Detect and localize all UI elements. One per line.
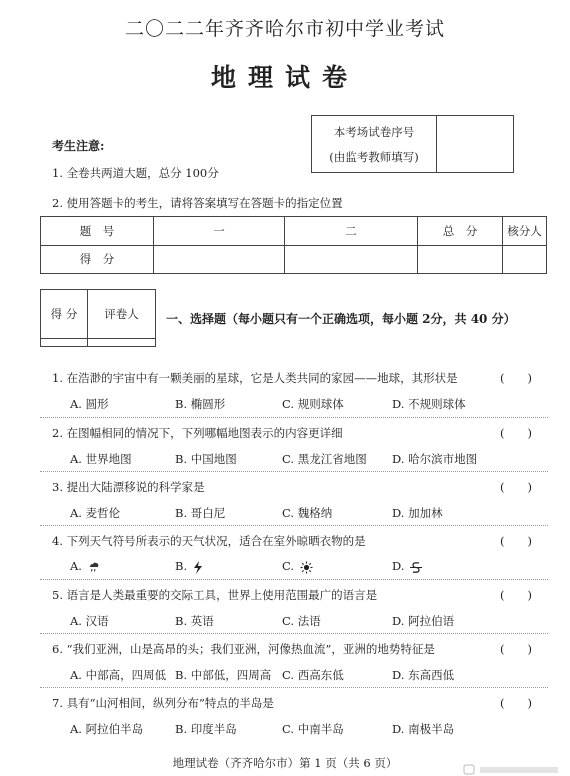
score-cell-part-2[interactable] xyxy=(285,245,418,274)
score-header-part-2: 二 xyxy=(285,217,418,246)
option-a: A. 圆形 xyxy=(70,397,109,411)
section-title: 一、选择题（每小题只有一个正确选项，每小题 2分，共 40 分） xyxy=(166,312,516,326)
option-d: D. 加加林 xyxy=(392,506,443,520)
option-c xyxy=(282,559,313,574)
lightning-icon xyxy=(193,561,203,574)
option-b: B. 英语 xyxy=(175,614,214,628)
score-cell-part-1[interactable] xyxy=(154,245,285,274)
answer-paren[interactable]: ( ) xyxy=(500,480,532,494)
sun-icon xyxy=(300,561,313,574)
score-table-header-row xyxy=(41,217,547,246)
score-header-checker: 核分人 xyxy=(503,217,547,246)
question-stem: 3. 提出大陆漂移说的科学家是 xyxy=(52,480,205,494)
rain-cloud-icon xyxy=(88,561,100,573)
score-header-total: 总 分 xyxy=(418,217,503,246)
question-stem: 1. 在浩渺的宇宙中有一颗美丽的星球，它是人类共同的家园——地球，其形状是 xyxy=(52,371,458,385)
question-divider xyxy=(40,471,548,472)
option-b xyxy=(175,559,203,574)
answer-paren[interactable]: ( ) xyxy=(500,696,532,710)
option-a: A. 中部高，四周低 xyxy=(70,668,167,682)
option-b: B. 中部低，四周高 xyxy=(175,668,272,682)
option-c: C. 规则球体 xyxy=(282,397,344,411)
score-header-part-1: 一 xyxy=(154,217,285,246)
score-row-label: 得 分 xyxy=(41,245,154,274)
grader-table xyxy=(40,289,156,347)
sandstorm-icon xyxy=(410,561,422,574)
serial-number-label xyxy=(312,116,437,172)
option-d: D. 阿拉伯语 xyxy=(392,614,455,628)
option-b: B. 中国地图 xyxy=(175,452,237,466)
option-d: D. 南极半岛 xyxy=(392,722,455,736)
question-divider xyxy=(40,417,548,418)
serial-number-field[interactable] xyxy=(437,116,513,172)
option-d-label: D. xyxy=(392,559,405,573)
question-divider xyxy=(40,633,548,634)
grader-entry-row xyxy=(41,339,156,347)
exam-subject-title: 地理试卷 xyxy=(210,63,359,92)
option-a: A. 世界地图 xyxy=(70,452,132,466)
answer-paren[interactable]: ( ) xyxy=(500,642,532,656)
option-d: D. 哈尔滨市地图 xyxy=(392,452,478,466)
option-a xyxy=(70,559,100,573)
grader-name-cell[interactable] xyxy=(88,339,156,347)
question-divider xyxy=(40,579,548,580)
option-c: C. 中南半岛 xyxy=(282,722,344,736)
question-divider xyxy=(40,525,548,526)
grader-header-score: 得 分 xyxy=(41,290,88,339)
answer-paren[interactable]: ( ) xyxy=(500,588,532,602)
grader-header-row xyxy=(41,290,156,339)
score-header-question-no: 题 号 xyxy=(41,217,154,246)
option-c: C. 魏格纳 xyxy=(282,506,333,520)
score-cell-total[interactable] xyxy=(418,245,503,274)
watermark-logo xyxy=(462,762,562,776)
option-c-label: C. xyxy=(282,559,295,573)
serial-number-label-line1: 本考场试卷序号 xyxy=(333,124,415,139)
notice-title: 考生注意: xyxy=(52,139,105,153)
option-a: A. 麦哲伦 xyxy=(70,506,121,520)
serial-number-box xyxy=(311,115,514,173)
notice-item: 1. 全卷共两道大题，总分 100分 xyxy=(52,166,219,180)
question-stem: 5. 语言是人类最重要的交际工具，世界上使用范围最广的语言是 xyxy=(52,588,378,602)
page-footer: 地理试卷（齐齐哈尔市）第 1 页（共 6 页） xyxy=(172,756,398,770)
option-a: A. 阿拉伯半岛 xyxy=(70,722,144,736)
option-c: C. 法语 xyxy=(282,614,321,628)
option-c: C. 黑龙江省地图 xyxy=(282,452,367,466)
option-a: A. 汉语 xyxy=(70,614,109,628)
serial-number-label-line2: (由监考教师填写) xyxy=(329,149,419,164)
score-table-score-row xyxy=(41,245,547,274)
score-table xyxy=(40,216,547,274)
grader-score-cell[interactable] xyxy=(41,339,88,347)
option-b: B. 印度半岛 xyxy=(175,722,237,736)
option-d xyxy=(392,559,422,574)
grader-header-grader: 评卷人 xyxy=(88,290,156,339)
question-stem: 4. 下列天气符号所表示的天气状况，适合在室外晾晒衣物的是 xyxy=(52,534,366,548)
question-stem: 7. 具有“山河相间，纵列分布”特点的半岛是 xyxy=(52,696,274,710)
exam-title: 二〇二二年齐齐哈尔市初中学业考试 xyxy=(124,18,445,40)
answer-paren[interactable]: ( ) xyxy=(500,426,532,440)
option-d: D. 不规则球体 xyxy=(392,397,466,411)
question-stem: 6. “我们亚洲，山是高昂的头；我们亚洲，河像热血流”，亚洲的地势特征是 xyxy=(52,642,435,656)
question-stem: 2. 在图幅相同的情况下，下列哪幅地图表示的内容更详细 xyxy=(52,426,343,440)
notice-item: 2. 使用答题卡的考生，请将答案填写在答题卡的指定位置 xyxy=(52,196,343,210)
score-cell-checker[interactable] xyxy=(503,245,547,274)
option-b-label: B. xyxy=(175,559,188,573)
question-divider xyxy=(40,687,548,688)
option-a-label: A. xyxy=(70,559,82,573)
option-d: D. 东高西低 xyxy=(392,668,455,682)
option-c: C. 西高东低 xyxy=(282,668,344,682)
option-b: B. 哥白尼 xyxy=(175,506,226,520)
answer-paren[interactable]: ( ) xyxy=(500,371,532,385)
answer-paren[interactable]: ( ) xyxy=(500,534,532,548)
option-b: B. 椭圆形 xyxy=(175,397,226,411)
